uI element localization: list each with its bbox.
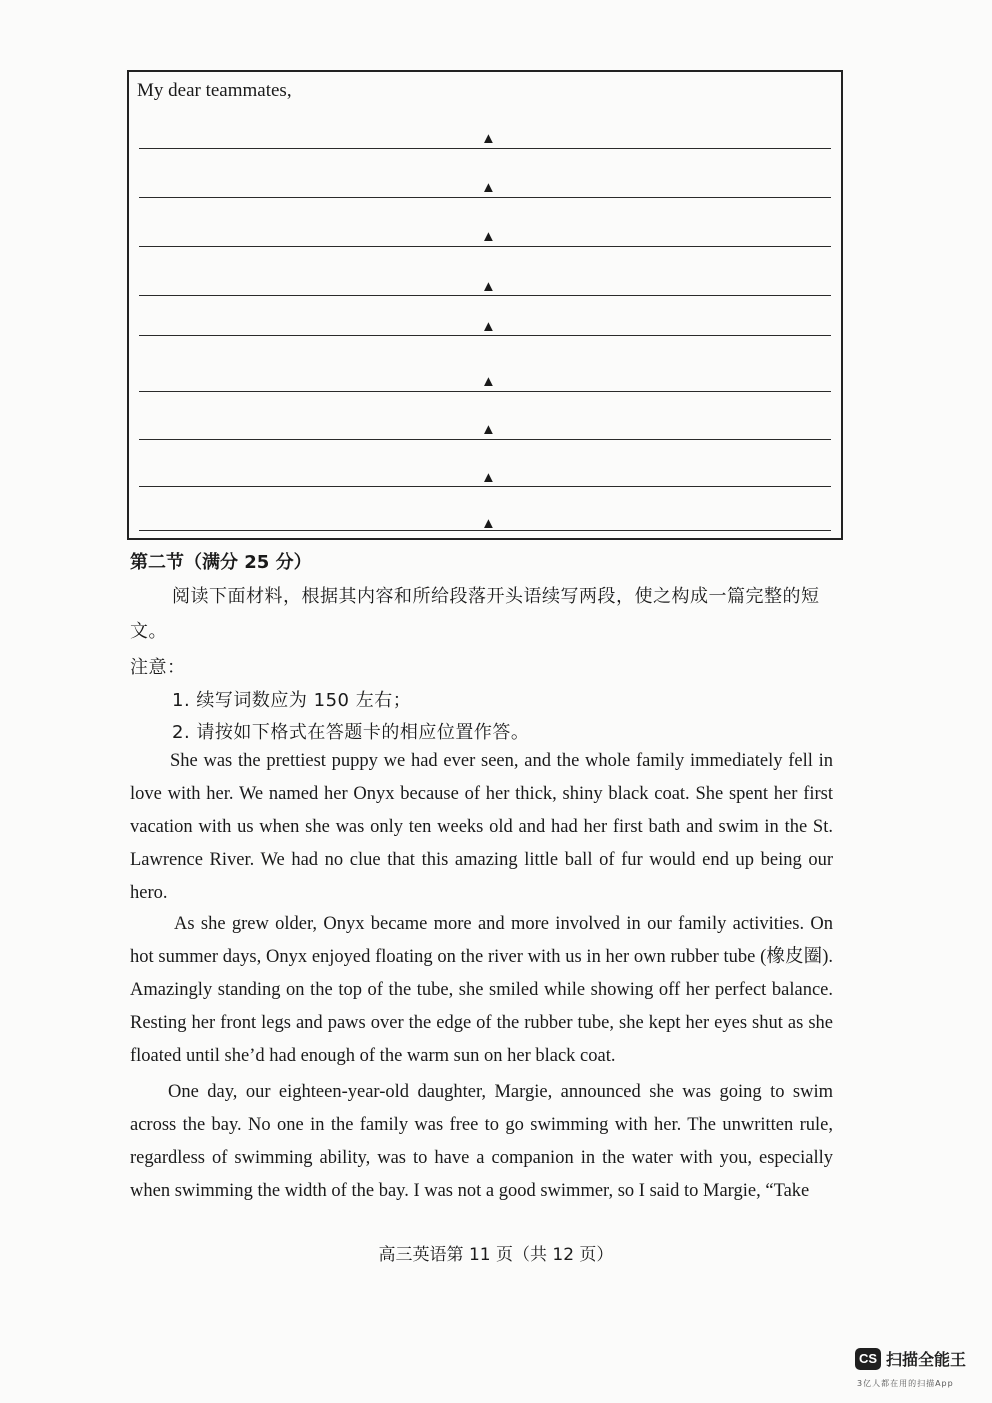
triangle-marker-icon: ▲ <box>481 319 496 335</box>
section-title: 第二节（满分 25 分） <box>130 552 312 573</box>
triangle-marker-icon: ▲ <box>481 516 496 532</box>
scanner-brand: 扫描全能王 <box>886 1350 967 1369</box>
triangle-marker-icon: ▲ <box>481 229 496 245</box>
writing-answer-box <box>127 70 843 540</box>
page-footer: 高三英语第 11 页（共 12 页） <box>378 1245 614 1265</box>
camscanner-logo-icon: CS <box>855 1348 881 1370</box>
triangle-marker-icon: ▲ <box>481 422 496 438</box>
story-paragraph: She was the prettiest puppy we had ever seen, and the whole family immediately fell in love with her. We named her Onyx because of her thick, shiny black coat. She spent her first vacation with us when she was only ten weeks old and had her first bath and swim in the St. Lawrence River. We had no clue that this amazing little ball of fur would end up being our hero. <box>130 751 833 903</box>
story-paragraph: One day, our eighteen-year-old daughter, Margie, announced she was going to swim across the bay. No one in the family was free to go swimming with her. The unwritten rule, regardless of swimming ability, was to have a companion in the water with you, especially when swimming the width of the bay. I was not a good swimmer, so I said to Margie, “Take <box>130 1082 833 1201</box>
writing-line <box>139 391 831 392</box>
writing-line <box>139 197 831 198</box>
note-label: 注意： <box>130 657 186 678</box>
scanner-badge <box>855 1347 966 1370</box>
story-paragraph: As she grew older, Onyx became more and more involved in our family activities. On hot summer days, Onyx enjoyed floating on the river with us in her own rubber tube (橡皮圈). Amazingly standing on the top of the tube, she smiled while showing off her perfect balance. Resting her front legs and paws over the edge of the rubber tube, she kept her eyes shut as she floated until she’d had enough of the warm sun on her black coat. <box>130 914 833 1066</box>
salutation: My dear teammates, <box>137 80 292 101</box>
triangle-marker-icon: ▲ <box>481 470 496 486</box>
triangle-marker-icon: ▲ <box>481 131 496 147</box>
writing-line <box>139 246 831 247</box>
note-item: 2. 请按如下格式在答题卡的相应位置作答。 <box>172 722 530 743</box>
triangle-marker-icon: ▲ <box>481 374 496 390</box>
writing-line <box>139 439 831 440</box>
writing-line <box>139 335 831 336</box>
triangle-marker-icon: ▲ <box>481 279 496 295</box>
triangle-marker-icon: ▲ <box>481 180 496 196</box>
writing-line <box>139 486 831 487</box>
writing-line <box>139 148 831 149</box>
scanner-tagline: 3亿人都在用的扫描App <box>857 1379 954 1388</box>
note-item: 1. 续写词数应为 150 左右； <box>172 690 412 711</box>
instruction-line: 阅读下面材料，根据其内容和所给段落开头语续写两段，使之构成一篇完整的短 <box>172 586 820 607</box>
instruction-line: 文。 <box>130 621 167 642</box>
writing-line <box>139 295 831 296</box>
